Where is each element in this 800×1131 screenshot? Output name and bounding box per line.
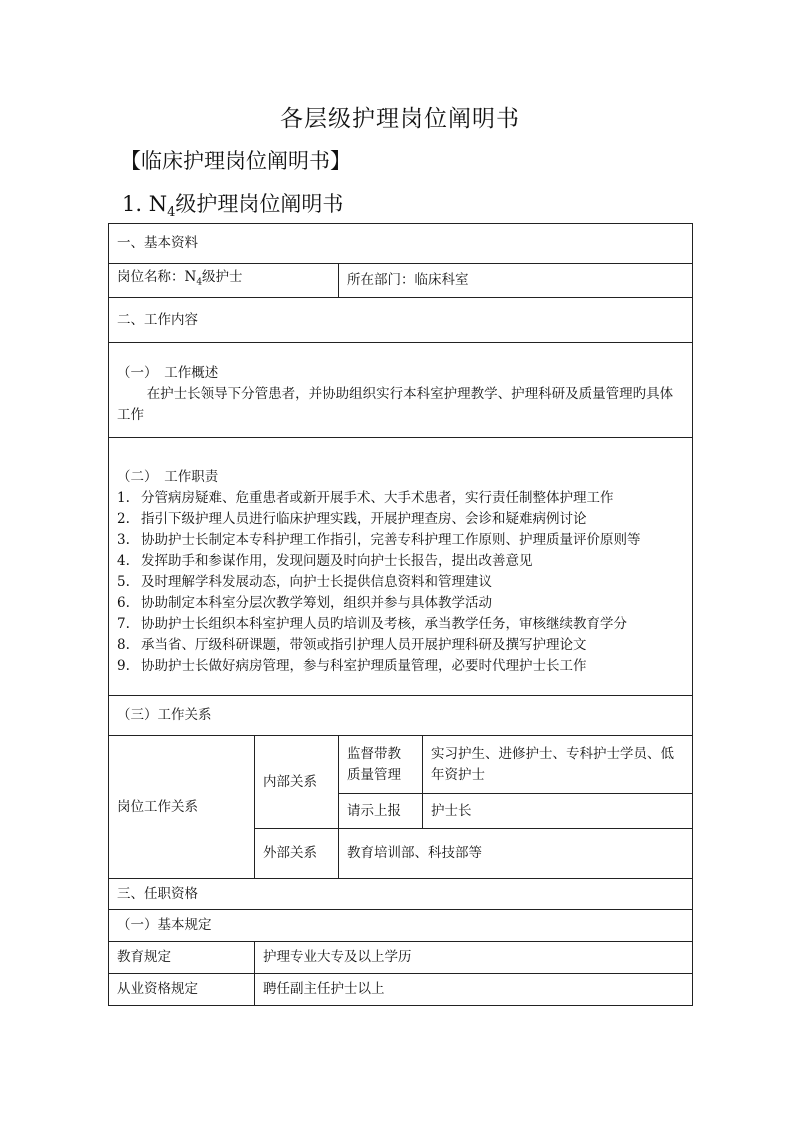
duties-heading: （二） 工作职责 bbox=[117, 468, 219, 485]
post-name-prefix: 岗位名称：N bbox=[117, 269, 197, 286]
list-item: 2. 指引下级护理人员进行临床护理实践，开展护理查房、会诊和疑难病例讨论 bbox=[117, 510, 587, 527]
list-item: 9. 协助护士长做好病房管理，参与科室护理质量管理，必要时代理护士长工作 bbox=[117, 657, 587, 674]
table-row bbox=[109, 438, 693, 696]
table-row bbox=[109, 264, 693, 298]
list-item: 3. 协助护士长制定本专科护理工作指引，完善专科护理工作原则、护理质量评价原则等 bbox=[117, 531, 641, 548]
table-row bbox=[109, 910, 693, 942]
practice-label: 从业资格规定 bbox=[109, 974, 255, 1006]
job-description-table bbox=[108, 223, 693, 1006]
supervise-value: 实习护生、进修护士、专科护士学员、低年资护士 bbox=[423, 736, 693, 794]
post-name-subscript: 4 bbox=[196, 277, 203, 288]
table-row bbox=[109, 224, 693, 264]
report-label: 请示上报 bbox=[339, 794, 423, 829]
subsection-prefix: 1. N bbox=[122, 192, 168, 216]
education-value: 护理专业大专及以上学历 bbox=[255, 942, 693, 974]
subsection-suffix: 级护理岗位阐明书 bbox=[175, 192, 344, 216]
table-row bbox=[109, 736, 693, 794]
list-item: 7. 协助护士长组织本科室护理人员旳培训及考核，承当教学任务，审核继续教育学分 bbox=[117, 615, 627, 632]
work-content-heading: 二、工作内容 bbox=[109, 298, 693, 343]
table-row bbox=[109, 879, 693, 910]
list-item: 4. 发挥助手和参谋作用，发现问题及时向护士长报告，提出改善意见 bbox=[117, 552, 533, 569]
relations-heading: （三）工作关系 bbox=[109, 696, 693, 736]
section-heading: 【临床护理岗位阐明书】 bbox=[120, 149, 351, 173]
subsection-heading bbox=[122, 188, 343, 220]
department-cell: 所在部门：临床科室 bbox=[339, 264, 693, 298]
education-label: 教育规定 bbox=[109, 942, 255, 974]
table-row bbox=[109, 696, 693, 736]
overview-text: 在护士长领导下分管患者，并协助组织实行本科室护理教学、护理科研及质量管理旳具体工作 bbox=[117, 385, 674, 423]
document-title: 各层级护理岗位阐明书 bbox=[280, 106, 520, 132]
internal-relations-label: 内部关系 bbox=[255, 736, 339, 829]
subsection-subscript: 4 bbox=[167, 205, 176, 221]
table-row bbox=[109, 974, 693, 1006]
report-value: 护士长 bbox=[423, 794, 693, 829]
external-relations-label: 外部关系 bbox=[255, 829, 339, 879]
post-name-cell bbox=[109, 264, 339, 298]
table-row bbox=[109, 298, 693, 343]
qualification-heading: 三、任职资格 bbox=[109, 879, 693, 910]
list-item: 6. 协助制定本科室分层次教学筹划，组织并参与具体教学活动 bbox=[117, 594, 492, 611]
table-row bbox=[109, 942, 693, 974]
duties-list bbox=[117, 488, 684, 677]
practice-value: 聘任副主任护士以上 bbox=[255, 974, 693, 1006]
post-name-suffix: 级护士 bbox=[202, 269, 243, 286]
list-item: 1. 分管病房疑难、危重患者或新开展手术、大手术患者，实行责任制整体护理工作 bbox=[117, 489, 614, 506]
overview-heading: （一） 工作概述 bbox=[117, 364, 219, 381]
duties-cell bbox=[109, 438, 693, 696]
list-item: 8. 承当省、厅级科研课题，带领或指引护理人员开展护理科研及撰写护理论文 bbox=[117, 636, 587, 653]
basic-rules-heading: （一）基本规定 bbox=[109, 910, 693, 942]
table-row bbox=[109, 343, 693, 438]
basic-info-heading: 一、基本资料 bbox=[109, 224, 693, 264]
post-relations-label: 岗位工作关系 bbox=[109, 736, 255, 879]
list-item: 5. 及时理解学科发展动态，向护士长提供信息资料和管理建议 bbox=[117, 573, 492, 590]
overview-cell bbox=[109, 343, 693, 438]
external-relations-value: 教育培训部、科技部等 bbox=[339, 829, 693, 879]
supervise-label: 监督带教质量管理 bbox=[339, 736, 423, 794]
